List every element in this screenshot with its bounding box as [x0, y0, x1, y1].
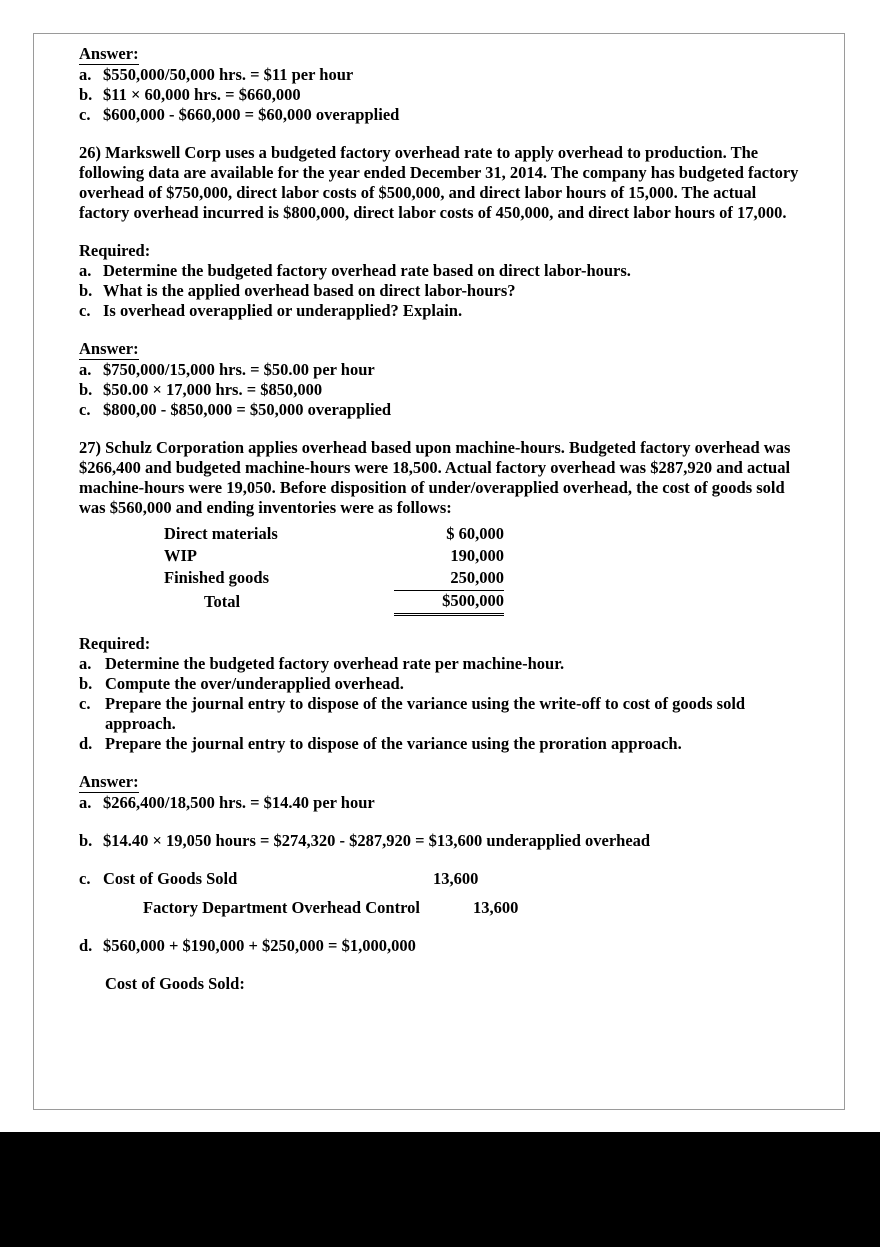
row-amount: $500,000 — [394, 591, 504, 615]
list-text: $14.40 × 19,050 hours = $274,320 - $287,920 = $13,600 underapplied overhead — [103, 831, 651, 850]
list-text: $750,000/15,000 hrs. = $50.00 per hour — [103, 360, 375, 379]
list-marker: c. — [79, 105, 91, 124]
list-marker: d. — [79, 936, 93, 955]
list-item — [79, 936, 804, 956]
list-item — [79, 831, 804, 851]
list-text: $560,000 + $190,000 + $250,000 = $1,000,000 — [103, 936, 416, 955]
list-marker: b. — [79, 281, 93, 300]
list-item — [79, 694, 804, 734]
list-item — [79, 360, 804, 380]
required-label-1: Required: — [79, 241, 151, 260]
required-list-1 — [79, 261, 804, 321]
answer-label-text: Answer: — [79, 44, 139, 63]
question-26-paragraph: 26) Markswell Corp uses a budgeted factory overhead rate to apply overhead to production. The following data are available for the year ended December 31, 2014. The company has budgeted factory overhead of $750,000, direct labor costs of $500,000, and direct labor hours of 15,000. The actual factory overhead incurred is $800,000, direct labor costs of 450,000, and direct labor hours of 17,000. — [79, 143, 799, 222]
list-marker: b. — [79, 831, 93, 850]
required-label-2: Required: — [79, 634, 151, 653]
journal-credit-amount: 13,600 — [473, 898, 519, 917]
row-amount: 190,000 — [450, 546, 504, 565]
answer-list-1 — [79, 65, 804, 125]
bottom-black-band — [0, 1132, 880, 1247]
list-item — [79, 793, 804, 813]
list-marker: c. — [79, 301, 91, 320]
spacer — [79, 889, 804, 898]
table-row — [164, 524, 504, 546]
answer-3-item-c — [79, 869, 804, 918]
list-item — [79, 674, 804, 694]
journal-entry-credit-line — [79, 898, 804, 918]
spacer — [79, 616, 804, 634]
list-marker: a. — [79, 793, 92, 812]
answer-3-item-a — [79, 793, 804, 813]
journal-debit-account: Cost of Goods Sold — [103, 869, 238, 888]
row-label: Finished goods — [164, 568, 269, 588]
list-item — [79, 654, 804, 674]
list-item — [79, 261, 804, 281]
table-row — [164, 568, 504, 591]
answer-3-item-d — [79, 936, 804, 994]
list-text: Determine the budgeted factory overhead rate based on direct labor-hours. — [103, 261, 631, 280]
list-text: $600,000 - $660,000 = $60,000 overapplied — [103, 105, 400, 124]
spacer — [79, 754, 804, 772]
answer-label-text: Answer: — [79, 339, 139, 358]
row-amount: $ 60,000 — [446, 524, 504, 543]
list-marker: c. — [79, 694, 91, 713]
answer-3-item-b — [79, 831, 804, 851]
list-text: $50.00 × 17,000 hrs. = $850,000 — [103, 380, 323, 399]
answer-list-2 — [79, 360, 804, 420]
list-item — [79, 105, 804, 125]
list-text: Determine the budgeted factory overhead rate per machine-hour. — [105, 654, 565, 673]
list-marker: d. — [79, 734, 93, 753]
list-marker: b. — [79, 85, 93, 104]
list-marker: b. — [79, 674, 93, 693]
list-text: Prepare the journal entry to dispose of the variance using the write-off to cost of goods sold approach. — [105, 694, 746, 733]
list-text: $266,400/18,500 hrs. = $14.40 per hour — [103, 793, 375, 812]
row-amount: 250,000 — [394, 568, 504, 591]
list-marker: a. — [79, 65, 92, 84]
spacer — [79, 851, 804, 869]
row-label: Total — [204, 591, 241, 611]
list-text: Prepare the journal entry to dispose of the variance using the proration approach. — [105, 734, 682, 753]
table-row — [164, 546, 504, 568]
list-item — [79, 734, 804, 754]
answer-label-3 — [79, 772, 804, 793]
cost-of-goods-sold-subhead: Cost of Goods Sold: — [105, 974, 245, 993]
list-marker: a. — [79, 654, 92, 673]
list-text: $11 × 60,000 hrs. = $660,000 — [103, 85, 301, 104]
spacer — [79, 420, 804, 438]
list-text: What is the applied overhead based on direct labor-hours? — [103, 281, 516, 300]
list-item — [79, 85, 804, 105]
answer-label-2 — [79, 339, 804, 360]
list-item — [79, 65, 804, 85]
ending-inventories-table — [164, 524, 504, 616]
list-text: $800,00 - $850,000 = $50,000 overapplied — [103, 400, 392, 419]
answer-label-1 — [79, 44, 804, 65]
list-marker: a. — [79, 261, 92, 280]
question-27-paragraph: 27) Schulz Corporation applies overhead based upon machine-hours. Budgeted factory overhead was $266,400 and budgeted machine-hours were 18,500. Actual factory overhead was $287,920 and actual machine-hours were 19,050. Before disposition of under/overapplied overhead, the cost of goods sold was $560,000 and ending inventories were as follows: — [79, 438, 791, 517]
list-item — [79, 400, 804, 420]
list-text: Is overhead overapplied or underapplied? Explain. — [103, 301, 463, 320]
journal-entry-debit-line — [79, 869, 804, 889]
journal-credit-account: Factory Department Overhead Control — [143, 898, 420, 917]
list-item — [79, 380, 804, 400]
journal-debit-amount: 13,600 — [433, 869, 479, 888]
list-marker: b. — [79, 380, 93, 399]
list-marker: c. — [79, 869, 91, 888]
list-text: Compute the over/underapplied overhead. — [105, 674, 404, 693]
row-label: WIP — [164, 546, 197, 565]
list-item — [79, 301, 804, 321]
document-content — [79, 44, 804, 994]
required-list-2 — [79, 654, 804, 754]
spacer — [79, 223, 804, 241]
list-marker: a. — [79, 360, 92, 379]
list-marker: c. — [79, 400, 91, 419]
spacer — [79, 956, 804, 974]
list-item — [79, 281, 804, 301]
row-label: Direct materials — [164, 524, 278, 543]
spacer — [79, 918, 804, 936]
answer-label-text: Answer: — [79, 772, 139, 791]
table-row — [164, 591, 504, 615]
spacer — [79, 813, 804, 831]
spacer — [79, 125, 804, 143]
spacer — [79, 321, 804, 339]
document-page — [33, 33, 845, 1110]
list-text: $550,000/50,000 hrs. = $11 per hour — [103, 65, 354, 84]
